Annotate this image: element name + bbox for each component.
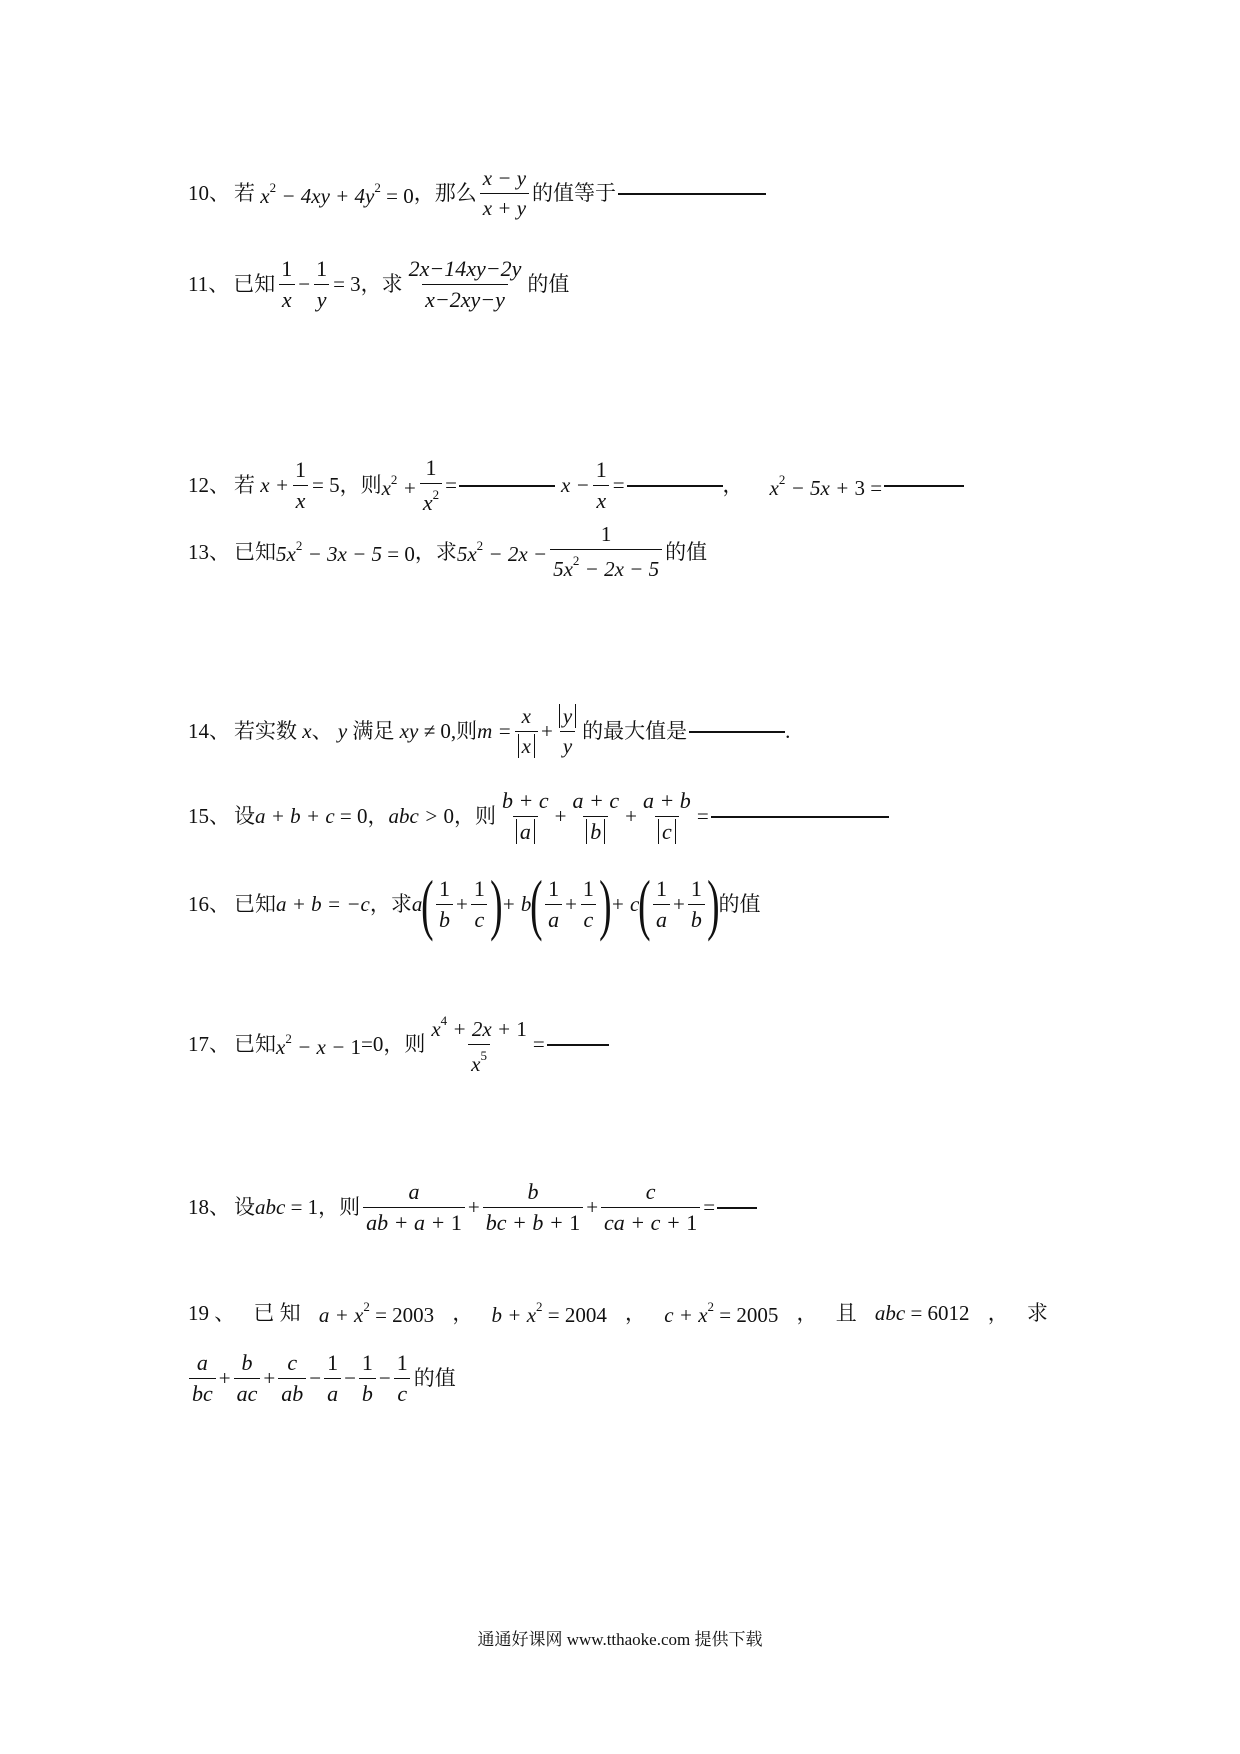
answer-blank[interactable] — [459, 484, 555, 487]
fraction: $\frac{1}{a}$ — [324, 1352, 341, 1405]
problem-19-expression: $\frac{a}{bc}$ + $\frac{b}{ac}$ + $\frac{c}{ab}$ − $\frac{1}{a}$ − $\frac{1}{b}$ − $\frac{1}{c}$ 的值 — [186, 1352, 456, 1405]
problem-text: 已知 — [233, 272, 276, 296]
fraction: $\frac{a + c}{b}$ — [572, 788, 620, 844]
problem-number: 10、 — [188, 181, 230, 205]
problem-19: 19 、 已 知 $a + x^2 = 2003$ ， $b + x^2 = 2004$ ， $c + x^2 = 2005$ ， 且 abc = 6012 ， 求 — [188, 1299, 1048, 1327]
fraction: $\frac{b}{bc + b + 1}$ — [483, 1181, 583, 1234]
problem-16: 16、 已知 a + b = −c ，求 a ( $\frac{1}{b}$ + $\frac{1}{c}$ ) + b ( $\frac{1}{a}$ + $\frac{1}{c}$ ) + c ( $\frac{1}{a}$ + $\frac{1}{b}$ ) 的值 — [188, 866, 761, 942]
problem-text: . — [785, 719, 791, 743]
problem-text: 的值 — [665, 539, 708, 564]
fraction: $\frac{a}{bc}$ — [189, 1352, 216, 1405]
answer-blank[interactable] — [627, 484, 723, 487]
problem-11: 11、 已知 $\frac{1}{x}$ − $\frac{1}{y}$ = 3 ，求 $\frac{2x-14xy-2y}{x-2xy-y}$ 的值 — [188, 256, 570, 312]
fraction: $\frac{c}{ca + c + 1}$ — [601, 1181, 700, 1234]
problem-13: 13、 已知 $5x^2 - 3x - 5 = 0$ ，求 $5x^2 - 2x$ − $\frac{1}{5x^2 - 2x - 5}$ 的值 — [188, 522, 708, 581]
fraction: $\frac{x}{x}$ — [515, 706, 538, 757]
problem-text: ，则 — [339, 473, 382, 497]
problem-14: 14、 若实数 x 、 y 满足 xy ≠ 0, 则 m = $\frac{x}{x}$ + $\frac{y}{y}$ 的最大值是 . — [188, 704, 791, 758]
problem-number: 19 、 — [188, 1300, 236, 1325]
problem-text: 的值 — [718, 891, 761, 916]
problem-text: ， — [722, 473, 744, 497]
problem-18: 18、 设 abc = 1 ，则 $\frac{a}{ab + a + 1}$ + $\frac{b}{bc + b + 1}$ + $\frac{c}{ca + c + 1}$ = — [188, 1181, 757, 1234]
problem-text: 且 — [835, 1300, 857, 1325]
answer-blank[interactable] — [884, 484, 964, 487]
parenthesis-group: ( $\frac{1}{b}$ + $\frac{1}{c}$ ) — [421, 866, 503, 942]
problem-number: 11、 — [188, 272, 230, 296]
fraction: $\frac{b}{ac}$ — [234, 1352, 261, 1405]
problem-text: ， — [987, 1300, 1009, 1325]
fraction: $\frac{1}{x^2}$ — [420, 457, 442, 514]
problem-number: 14、 — [188, 719, 230, 743]
problem-text: 求 — [1026, 1300, 1048, 1325]
problem-text: ，求 — [360, 272, 403, 296]
problem-text: ， — [367, 804, 389, 828]
problem-text: ，那么 — [413, 181, 477, 205]
equation: $x^2 - 4xy + 4y^2 = 0$ — [255, 179, 414, 208]
fraction: $\frac{x - y}{x + y}$ — [480, 168, 529, 219]
problem-text: 已知 — [234, 1032, 276, 1056]
problem-10 — [188, 168, 766, 219]
problem-text: 若 — [234, 181, 255, 205]
problem-text: ，求 — [414, 539, 457, 564]
fraction: $\frac{1}{5x^2 - 2x - 5}$ — [550, 524, 662, 580]
answer-blank[interactable] — [689, 730, 785, 733]
problem-text: 满足 — [352, 719, 395, 743]
problem-text: 、 — [311, 719, 333, 743]
fraction: $\frac{2x-14xy-2y}{x-2xy-y}$ — [408, 256, 522, 312]
problem-text: 的值 — [413, 1366, 456, 1390]
fraction: $\frac{y}{y}$ — [556, 706, 579, 757]
problem-text: 的值 — [527, 272, 570, 296]
problem-number: 17、 — [188, 1032, 230, 1056]
fraction: $\frac{1}{b}$ — [359, 1352, 376, 1405]
problem-12: 12、 若 x + $\frac{1}{x}$ = 5 ，则 $x^2$ + $\frac{1}{x^2}$ = x − $\frac{1}{x}$ = ， $x^2 - 5x + 3$ = — [188, 457, 964, 514]
footer-text: 通通好课网 www.tthaoke.com 提供下载 — [477, 1630, 763, 1649]
problem-text: ，则 — [454, 804, 497, 828]
problem-text: =0，则 — [361, 1032, 426, 1056]
problem-text: ，求 — [369, 891, 412, 916]
problem-text: 已 知 — [253, 1300, 301, 1325]
problem-text: 设 — [234, 1195, 255, 1219]
answer-blank[interactable] — [547, 1043, 609, 1046]
problem-number: 16、 — [188, 891, 230, 916]
parenthesis-group: ( $\frac{1}{a}$ + $\frac{1}{c}$ ) — [530, 866, 612, 942]
problem-15: 15、 设 a + b + c = 0 ， abc > 0 ，则 $\frac{b + c}{a}$ + $\frac{a + c}{b}$ + $\frac{a + b}{c}$ = — [188, 790, 889, 843]
fraction: $\frac{a + b}{c}$ — [642, 788, 691, 844]
problem-text: ， — [625, 1300, 647, 1325]
fraction: $\frac{1}{x}$ — [278, 258, 295, 311]
fraction: $\frac{b + c}{a}$ — [502, 788, 549, 844]
fraction: $\frac{1}{x}$ — [593, 459, 610, 512]
fraction: $\frac{c}{ab}$ — [278, 1352, 306, 1405]
problem-number: 18、 — [188, 1195, 230, 1219]
problem-text: ， — [796, 1300, 818, 1325]
problem-text: 已知 — [234, 891, 276, 916]
problem-17: 17、 已知 $x^2 - x - 1$ =0，则 $\frac{x^4 + 2x + 1}{x^5}$ = — [188, 1014, 609, 1075]
fraction: $\frac{1}{y}$ — [313, 258, 330, 311]
problem-number: 13、 — [188, 539, 230, 564]
problem-text: 已知 — [234, 539, 276, 564]
fraction: $\frac{x^4 + 2x + 1}{x^5}$ — [431, 1013, 527, 1076]
fraction: $\frac{1}{x}$ — [292, 459, 309, 512]
problem-number: 12、 — [188, 473, 230, 497]
problem-text: 若 — [234, 473, 255, 497]
problem-text: 的最大值是 — [582, 719, 688, 743]
problem-text: 设 — [234, 804, 255, 828]
fraction: $\frac{a}{ab + a + 1}$ — [363, 1181, 465, 1234]
problem-number: 15、 — [188, 804, 230, 828]
answer-blank[interactable] — [618, 192, 766, 195]
answer-blank[interactable] — [711, 815, 889, 818]
fraction: $\frac{1}{c}$ — [394, 1352, 411, 1405]
parenthesis-group: ( $\frac{1}{a}$ + $\frac{1}{b}$ ) — [638, 866, 720, 942]
problem-text: ， — [452, 1300, 474, 1325]
answer-blank[interactable] — [717, 1206, 757, 1209]
problem-text: ，则 — [318, 1195, 361, 1219]
problem-text: 的值等于 — [532, 181, 617, 205]
problem-text: 若实数 — [234, 719, 297, 743]
problem-text: 则 — [456, 719, 478, 743]
